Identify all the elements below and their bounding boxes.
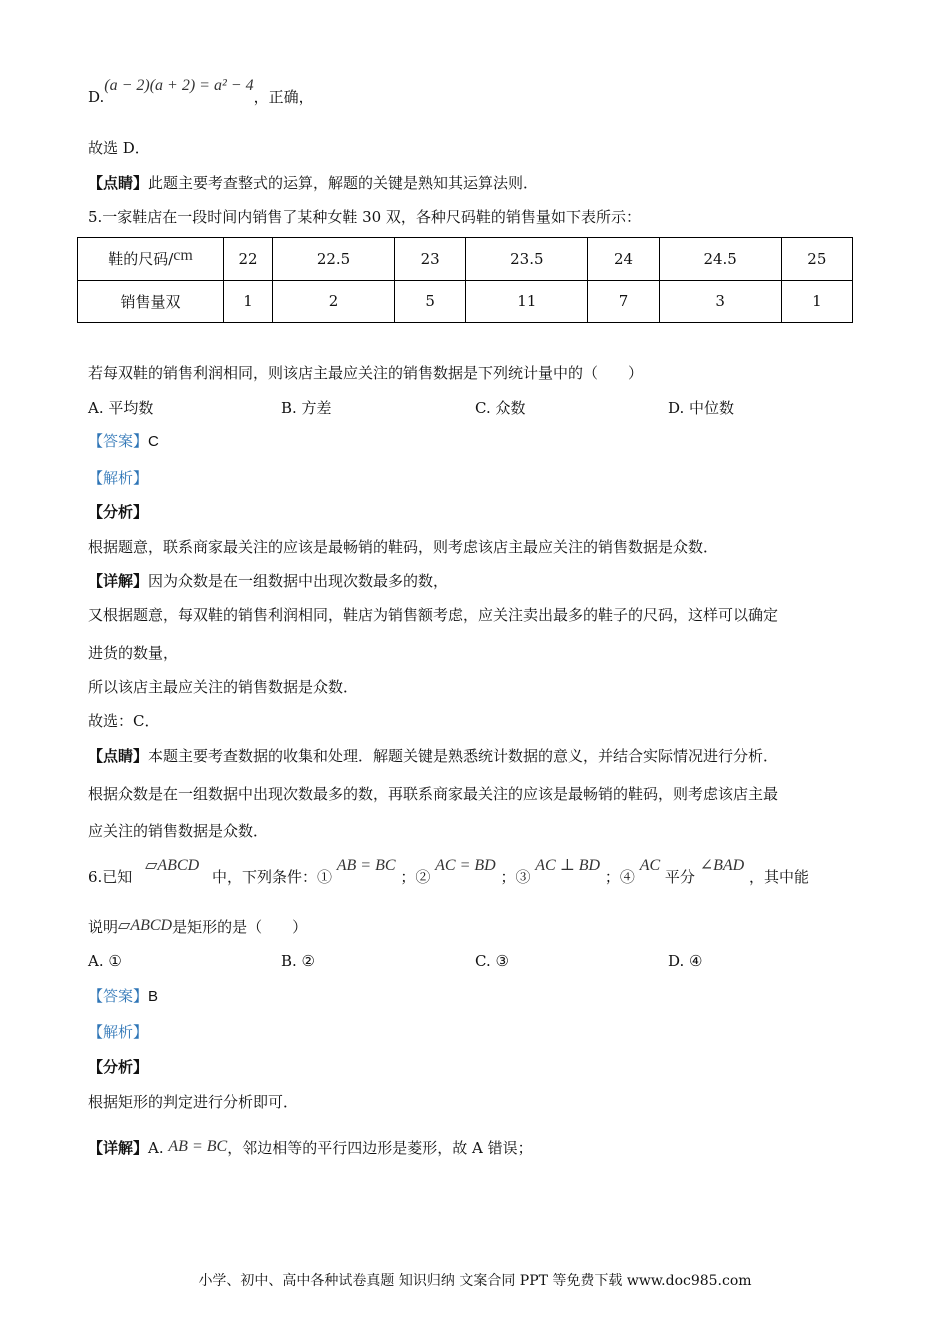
q6-stem-line-1 (88, 857, 810, 887)
option-label: D. (88, 88, 105, 106)
q6-number: 6.已知 (88, 868, 133, 886)
q5-fenxi-text: 根据题意，联系商家最关注的应该是最畅销的鞋码，则考虑该店主最应关注的销售数据是众数． (88, 538, 719, 556)
q5-option-b: B. 方差 (281, 399, 332, 417)
unit-label: cm (173, 247, 193, 265)
q5-xiangjie-line-3: 进货的数量， (88, 644, 179, 662)
xiangjie-text: 因为众数是在一组数据中出现次数最多的数， (148, 572, 449, 590)
conclusion-text: 故选 D． (88, 139, 150, 157)
q6-fenxi-tag: 【分析】 (88, 1058, 149, 1076)
q5-xiangjie-line-2: 又根据题意，每双鞋的销售利润相同，鞋店为销售额考虑，应关注卖出最多的鞋子的尺码，这样可以确定 (88, 606, 779, 624)
q6-stem-line-2 (88, 916, 307, 937)
q5-stem: 5.一家鞋店在一段时间内销售了某种女鞋 30 双，各种尺码鞋的销售量如下表所示： (88, 208, 641, 226)
condition-1-math: AB = BC (336, 857, 396, 874)
table-cell: 11 (466, 280, 588, 323)
q6-text: ；② (400, 868, 431, 886)
table-header-cell (78, 238, 224, 281)
q5-fenxi-tag: 【分析】 (88, 503, 149, 521)
shoe-size-table (77, 237, 853, 323)
formula: (a − 2)(a + 2) = a² − 4 (104, 77, 254, 94)
q6-text: ；③ (500, 868, 531, 886)
q5-option-c: C. 众数 (475, 399, 526, 417)
q6-option-a: A. ① (88, 952, 122, 970)
table-cell: 22 (224, 238, 273, 281)
table-header-cell: 销售量双 (78, 280, 224, 323)
dianjing-text: 此题主要考查整式的运算，解题的关键是熟知其运算法则． (148, 174, 539, 192)
verdict-text: ，正确， (253, 88, 314, 106)
q6-text: 是矩形的是（ ） (172, 918, 308, 936)
table-cell: 24 (588, 238, 659, 281)
table-cell: 1 (224, 280, 273, 323)
q6-text: ，其中能 (749, 868, 810, 886)
table-cell: 7 (588, 280, 659, 323)
q5-answer (88, 430, 159, 451)
q6-jiexi-tag: 【解析】 (88, 1023, 149, 1041)
dianjing-paragraph (88, 172, 538, 193)
q5-xiangjie-line-1 (88, 570, 448, 591)
dianjing-text: 本题主要考查数据的收集和处理．解题关键是熟悉统计数据的意义，并结合实际情况进行分析． (148, 747, 779, 765)
answer-value: B (148, 988, 159, 1005)
answer-tag: 【答案】 (88, 987, 149, 1005)
row-label: 鞋的尺码/ (108, 250, 174, 269)
q6-text: 平分 (664, 868, 695, 886)
q6-text: 说明 (88, 918, 119, 936)
table-row (78, 238, 853, 281)
option-d-line (88, 77, 314, 107)
q5-dianjing-line-2: 根据众数是在一组数据中出现次数最多的数，再联系商家最关注的应该是最畅销的鞋码，则考虑该店主最 (88, 785, 779, 803)
parallelogram-math: ▱ABCD (118, 917, 173, 934)
table-cell: 23 (395, 238, 466, 281)
q6-fenxi-text: 根据矩形的判定进行分析即可． (88, 1093, 299, 1111)
answer-value: C (148, 433, 159, 450)
table-cell: 23.5 (466, 238, 588, 281)
q5-jiexi-tag: 【解析】 (88, 469, 149, 487)
condition-math: AB = BC (168, 1138, 228, 1155)
table-cell: 1 (781, 280, 852, 323)
xiangjie-tag: 【详解】 (88, 572, 149, 590)
q5-xiangjie-line-4: 所以该店主最应关注的销售数据是众数． (88, 678, 359, 696)
answer-tag: 【答案】 (88, 432, 149, 450)
q6-text: ；④ (604, 868, 635, 886)
q5-dianjing-line-3: 应关注的销售数据是众数． (88, 822, 269, 840)
q6-option-d: D. ④ (668, 952, 703, 970)
table-cell: 5 (395, 280, 466, 323)
option-label: A. (148, 1139, 164, 1157)
table-cell: 22.5 (273, 238, 395, 281)
q5-option-a: A. 平均数 (88, 399, 154, 417)
q6-option-c: C. ③ (475, 952, 509, 970)
q5-option-d: D. 中位数 (668, 399, 735, 417)
table-cell: 25 (781, 238, 852, 281)
dianjing-tag: 【点睛】 (88, 174, 149, 192)
table-row (78, 280, 853, 323)
table-cell: 2 (273, 280, 395, 323)
table-cell: 24.5 (659, 238, 781, 281)
condition-3-math: AC ⊥ BD (535, 857, 601, 874)
q6-answer (88, 985, 158, 1006)
q6-text: 中，下列条件：① (211, 868, 332, 886)
q5-question: 若每双鞋的销售利润相同，则该店主最应关注的销售数据是下列统计量中的（ ） (88, 364, 644, 382)
parallelogram-math: ▱ABCD (145, 857, 200, 874)
table-cell: 3 (659, 280, 781, 323)
xiangjie-text: ，邻边相等的平行四边形是菱形，故 A 错误； (227, 1139, 533, 1157)
q5-conclusion: 故选：C． (88, 712, 160, 730)
q6-xiangjie-line (88, 1137, 533, 1158)
condition-4-math: AC (639, 857, 661, 874)
q6-option-b: B. ② (281, 952, 316, 970)
page-footer: 小学、初中、高中各种试卷真题 知识归纳 文案合同 PPT 等免费下载 www.doc985.com (198, 1273, 752, 1289)
dianjing-tag: 【点睛】 (88, 747, 149, 765)
condition-2-math: AC = BD (435, 857, 496, 874)
q5-dianjing-line-1 (88, 745, 778, 766)
angle-math: ∠BAD (699, 857, 745, 874)
xiangjie-tag: 【详解】 (88, 1139, 149, 1157)
